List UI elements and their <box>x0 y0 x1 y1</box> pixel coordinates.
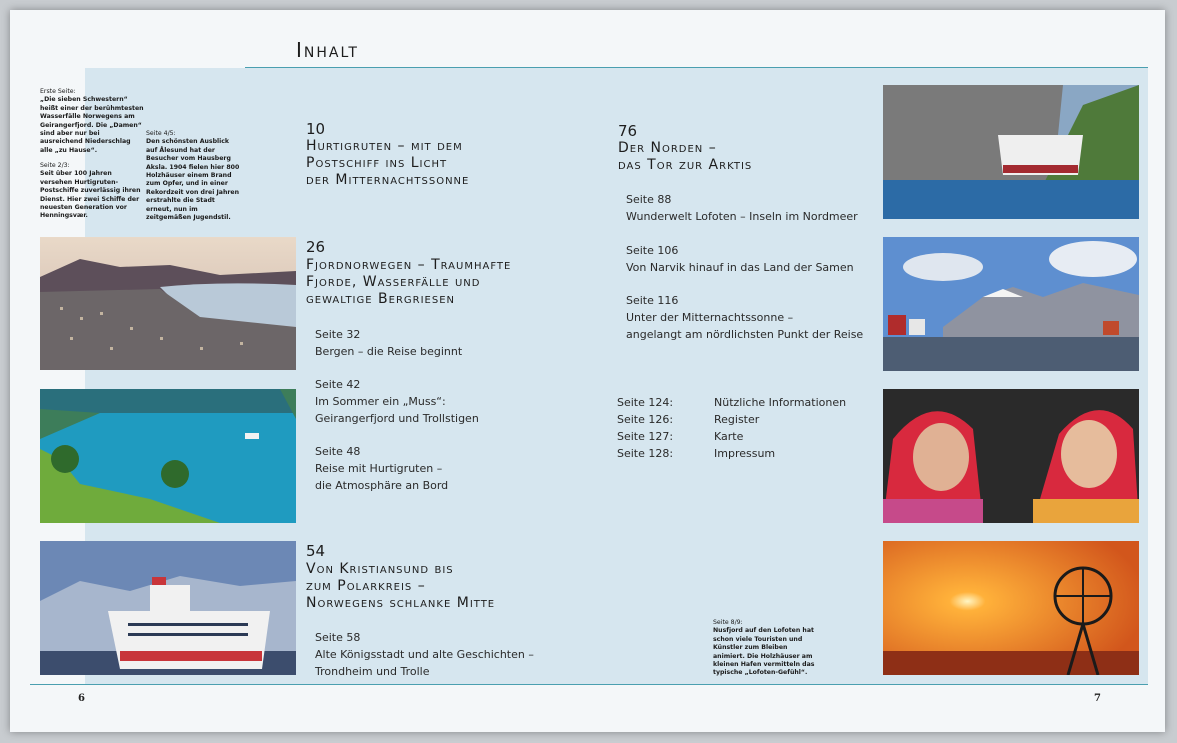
bottom-rule <box>30 684 1148 685</box>
toc-entry[interactable] <box>626 242 854 276</box>
chapter-number: 54 <box>306 542 326 560</box>
toc-entry[interactable] <box>315 376 479 427</box>
toc-entry[interactable] <box>315 326 462 360</box>
photo-midnight-sun-globe <box>883 541 1139 675</box>
caption-page-8-9 <box>713 619 815 678</box>
page-number-right: 7 <box>1094 693 1101 704</box>
chapter-number: 26 <box>306 238 326 256</box>
chapter-title <box>306 257 511 308</box>
toc-text: Im Sommer ein „Muss“: <box>315 395 446 408</box>
caption-text: Seit über 100 Jahren versehen Hurtigruten-Postschiffe zuverlässig ihren Dienst. Hier zwei Schiffe der neuesten Generation vor Henningsvær. <box>40 170 141 220</box>
chapter-title <box>618 140 752 174</box>
toc-text: Alte Königsstadt und alte Geschichten – <box>315 648 534 661</box>
caption-page-2-3 <box>40 162 144 221</box>
appendix-item[interactable] <box>617 428 846 445</box>
photo-bergen <box>40 237 296 370</box>
toc-text: Bergen – die Reise beginnt <box>315 345 463 358</box>
photo-lofoten-harbour <box>883 237 1139 371</box>
chapter-title-line: Von Kristiansund bis <box>306 561 454 577</box>
appendix-item[interactable] <box>617 445 846 462</box>
page-title: Inhalt <box>296 38 359 62</box>
toc-page: Seite 32 <box>315 328 361 341</box>
chapter-title-line: Der Norden – <box>618 140 717 156</box>
toc-text: Reise mit Hurtigruten – <box>315 462 443 475</box>
toc-entry[interactable] <box>626 292 863 343</box>
toc-text: Trondheim und Trolle <box>315 665 430 678</box>
toc-text: die Atmosphäre an Bord <box>315 479 449 492</box>
toc-page: Seite 116 <box>626 294 679 307</box>
toc-entry[interactable] <box>315 629 534 680</box>
chapter-title-line: Fjorde, Wasserfälle und <box>306 274 481 290</box>
appendix-label: Karte <box>714 430 744 443</box>
chapter-title <box>306 561 495 612</box>
chapter-title-line: der Mitternachtssonne <box>306 172 470 188</box>
caption-page-4-5 <box>146 130 242 222</box>
toc-page: Seite 42 <box>315 378 361 391</box>
chapter-number: 10 <box>306 120 326 138</box>
toc-page: Seite 88 <box>626 193 672 206</box>
appendix-item[interactable] <box>617 411 846 428</box>
toc-text: Wunderwelt Lofoten – Inseln im Nordmeer <box>626 210 858 223</box>
chapter-title-line: Fjordnorwegen – Traumhafte <box>306 257 512 273</box>
toc-text: Geirangerfjord und Trollstigen <box>315 412 479 425</box>
appendix-label: Register <box>714 413 760 426</box>
chapter-title-line: das Tor zur Arktis <box>618 157 753 173</box>
chapter-title-line: zum Polarkreis – <box>306 578 426 594</box>
appendix-list <box>617 394 846 462</box>
caption-text: „Die sieben Schwestern“ heißt einer der berühmtesten Wasserfälle Norwegens am Geirangerfjord. Die „Damen“ sind aber nur bei ausreichend Niederschlag alle „zu Hause“. <box>40 96 144 154</box>
appendix-page: Seite 124: <box>617 396 674 409</box>
page-number-left: 6 <box>78 693 85 704</box>
appendix-label: Impressum <box>714 447 776 460</box>
toc-text: Von Narvik hinauf in das Land der Samen <box>626 261 854 274</box>
photo-geirangerfjord <box>40 389 296 523</box>
appendix-label: Nützliche Informationen <box>714 396 847 409</box>
chapter-number: 76 <box>618 122 638 140</box>
toc-page: Seite 58 <box>315 631 361 644</box>
photo-sami-women <box>883 389 1139 523</box>
appendix-item[interactable] <box>617 394 846 411</box>
caption-head: Seite 2/3: <box>40 162 70 169</box>
toc-page: Seite 106 <box>626 244 679 257</box>
appendix-page: Seite 127: <box>617 430 674 443</box>
toc-entry[interactable] <box>315 443 448 494</box>
caption-head: Erste Seite: <box>40 88 76 95</box>
top-rule <box>245 67 1148 68</box>
chapter-title-line: gewaltige Bergriesen <box>306 291 456 307</box>
chapter-title-line: Hurtigruten – mit dem <box>306 138 463 154</box>
toc-entry[interactable] <box>626 191 858 225</box>
photo-ship-in-fjord <box>883 85 1139 219</box>
chapter-title <box>306 138 469 189</box>
caption-first-page <box>40 88 144 155</box>
caption-text: Den schönsten Ausblick auf Ålesund hat der Besucher vom Hausberg Aksla. 1904 fielen hier 800 Holzhäuser einem Brand zum Opfer, und in einer Rekordzeit von drei Jahren erstrahlte die Stadt erneut, nun im zeitgemäßen Jugendstil. <box>146 138 240 222</box>
caption-head: Seite 4/5: <box>146 130 176 137</box>
toc-text: Unter der Mitternachtssonne – <box>626 311 794 324</box>
chapter-title-line: Postschiff ins Licht <box>306 155 448 171</box>
appendix-page: Seite 128: <box>617 447 674 460</box>
chapter-title-line: Norwegens schlanke Mitte <box>306 595 496 611</box>
appendix-page: Seite 126: <box>617 413 674 426</box>
toc-page: Seite 48 <box>315 445 361 458</box>
toc-text: angelangt am nördlichsten Punkt der Reise <box>626 328 864 341</box>
caption-text: Nusfjord auf den Lofoten hat schon viele Touristen und Künstler zum Bleiben animiert. Die Holzhäuser am kleinen Hafen vermitteln das typische „Lofoten-Gefühl“. <box>713 627 815 677</box>
caption-head: Seite 8/9: <box>713 619 743 626</box>
photo-hurtigruten-ship <box>40 541 296 675</box>
